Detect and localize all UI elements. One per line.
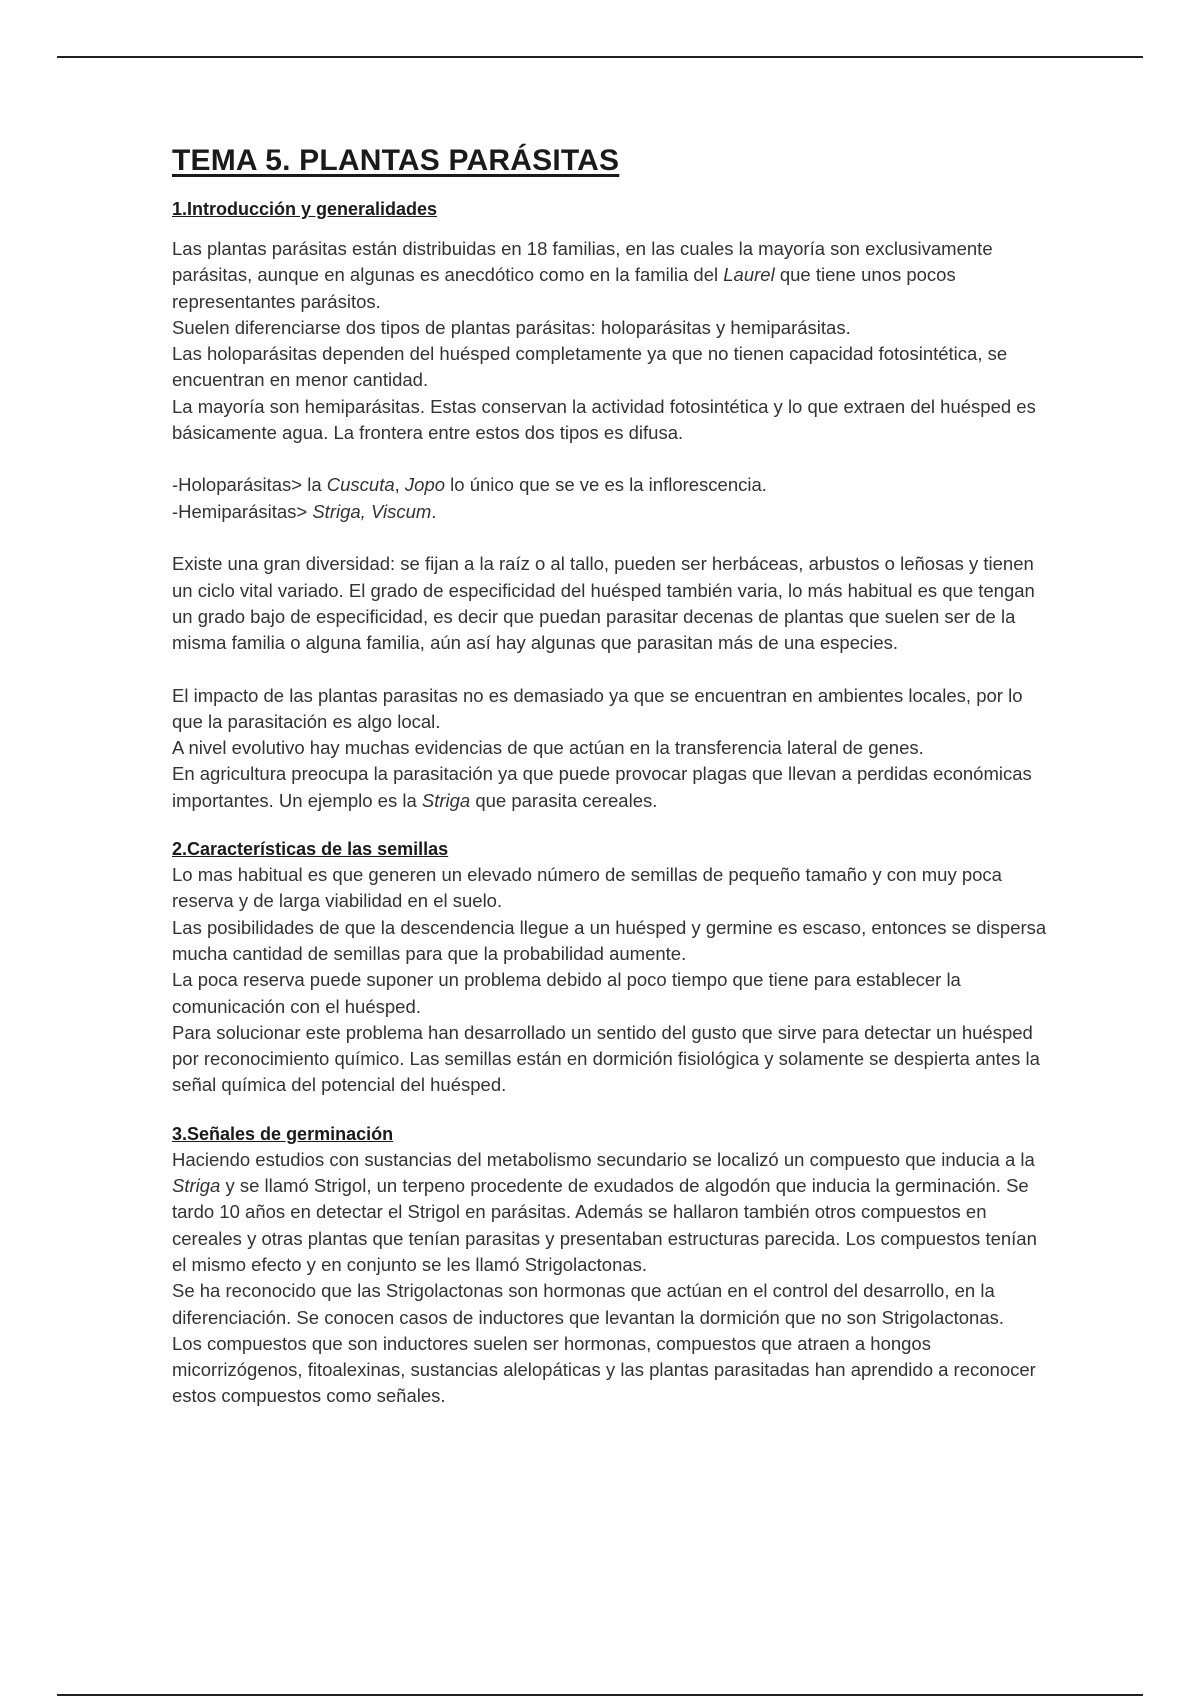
paragraph: En agricultura preocupa la parasitación ya que puede provocar plagas que llevan a perdidas económicas importantes. Un ejemplo es la Striga que parasita cereales. xyxy=(172,763,1032,811)
parasite-type-list xyxy=(172,472,1052,525)
paragraph: Los compuestos que son inductores suelen ser hormonas, compuestos que atraen a hongos micorrizógenos, fitoalexinas, sustancias alelopáticas y las plantas parasitadas han aprendido a reconocer estos compuestos como señales. xyxy=(172,1332,1036,1407)
paragraph: Existe una gran diversidad: se fijan a la raíz o al tallo, pueden ser herbáceas, arbustos o leñosas y tienen un ciclo vital variado. El grado de especificidad del huésped también varia, lo más habitual es que tengan un grado bajo de especificidad, es decir que puedan parasitar decenas de plantas que suelen ser de la misma familia o alguna familia, aún así hay algunas que parasitan más de una especies. xyxy=(172,553,1035,654)
paragraph: Las plantas parásitas están distribuidas en 18 familias, en las cuales la mayoría son exclusivamente parásitas, aunque en algunas es anecdótico como en la familia del Laurel que tiene unos pocos representantes parásitos. xyxy=(172,238,993,312)
section-heading-semillas: 2.Características de las semillas xyxy=(172,839,449,860)
paragraph: Se ha reconocido que las Strigolactonas son hormonas que actúan en el control del desarrollo, en la diferenciación. Se conocen casos de inductores que levantan la dormición que no son Strigolactonas. xyxy=(172,1280,1004,1328)
paragraph: Para solucionar este problema han desarrollado un sentido del gusto que sirve para detectar un huésped por reconocimiento químico. Las semillas están en dormición fisiológica y solamente se despierta antes la señal química del potencial del huésped. xyxy=(172,1021,1040,1096)
section-heading-introduccion: 1.Introducción y generalidades xyxy=(172,199,438,219)
paragraph: La mayoría son hemiparásitas. Estas conservan la actividad fotosintética y lo que extraen del huésped es básicamente agua. La frontera entre estos dos tipos es difusa. xyxy=(172,395,1036,444)
paragraph: A nivel evolutivo hay muchas evidencias de que actúan en la transferencia lateral de genes. xyxy=(172,737,924,759)
top-rule xyxy=(57,56,1143,58)
list-item: -Hemiparásitas> Striga, Viscum. xyxy=(172,500,437,522)
paragraph: La poca reserva puede suponer un problema debido al poco tiempo que tiene para establecer la comunicación con el huésped. xyxy=(172,969,961,1017)
bottom-rule xyxy=(57,1694,1143,1696)
paragraph: Las posibilidades de que la descendencia llegue a un huésped y germine es escaso, entonces se dispersa mucha cantidad de semillas para que la probabilidad aumente. xyxy=(172,916,1047,964)
paragraph: Las holoparásitas dependen del huésped completamente ya que no tienen capacidad fotosintética, se encuentran en menor cantidad. xyxy=(172,343,1008,391)
page-title: TEMA 5. PLANTAS PARÁSITAS xyxy=(172,144,620,177)
section-heading-germinacion: 3.Señales de germinación xyxy=(172,1123,394,1144)
paragraph: Suelen diferenciarse dos tipos de plantas parásitas: holoparásitas y hemiparásitas. xyxy=(172,316,851,338)
paragraph: El impacto de las plantas parasitas no es demasiado ya que se encuentran en ambientes locales, por lo que la parasitación es algo local. xyxy=(172,684,1023,732)
list-item: -Holoparásitas> la Cuscuta, Jopo lo único que se ve es la inflorescencia. xyxy=(172,474,767,496)
paragraph: Lo mas habitual es que generen un elevado número de semillas de pequeño tamaño y con muy poca reserva y de larga viabilidad en el suelo. xyxy=(172,864,1002,912)
paragraph: Haciendo estudios con sustancias del metabolismo secundario se localizó un compuesto que inducia a la Striga y se llamó Strigol, un terpeno procedente de exudados de algodón que inducia la germinación. Se tardo 10 años en detectar el Strigol en parásitas. Además se hallaron también otros compuestos en cereales y otras plantas que tenían parasitas y presentaban estructuras parecida. Los compuestos tenían el mismo efecto y en conjunto se les llamó Strigolactonas. xyxy=(172,1148,1037,1275)
document-body xyxy=(172,144,1052,1410)
